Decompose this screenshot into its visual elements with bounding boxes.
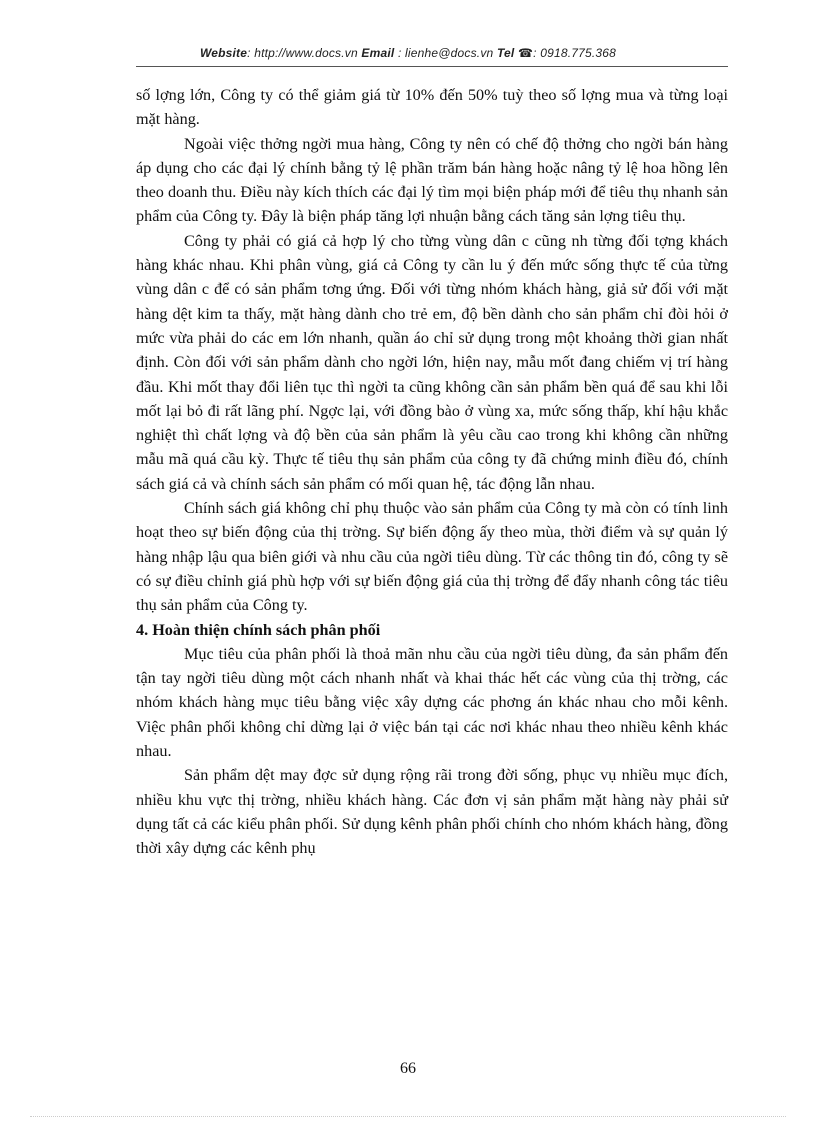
paragraph-2: Ngoài việc thởng ngời mua hàng, Công ty nên có chế độ thởng cho ngời bán hàng áp dụng cho các đại lý chính bằng tỷ lệ phần trăm bán hàng hoặc nâng tỷ lệ hoa hồng lên theo doanh thu. Điều này kích thích các đại lý tìm mọi biện pháp mới để tiêu thụ nhanh sản phẩm của Công ty. Đây là biện pháp tăng lợi nhuận bằng cách tăng sản lợng tiêu thụ. xyxy=(136,134,728,226)
page-header xyxy=(0,46,816,60)
phone-icon: ☎ xyxy=(518,46,534,60)
section-heading: 4. Hoàn thiện chính sách phân phối xyxy=(136,620,381,639)
tel-label: Tel xyxy=(496,46,515,60)
footer-divider xyxy=(30,1116,786,1117)
website-label: Website xyxy=(199,46,248,60)
document-body xyxy=(136,83,728,861)
email-sep: : xyxy=(394,46,406,60)
header-divider xyxy=(136,66,728,67)
tel-sep: : xyxy=(533,46,541,60)
paragraph-4: Chính sách giá không chỉ phụ thuộc vào sản phẩm của Công ty mà còn có tính linh hoạt theo sự biến động của thị trờng. Sự biến động ấy theo mùa, thời điểm và sự quản lý hàng nhập lậu qua biên giới và nhu cầu của ngời tiêu dùng. Từ các thông tin đó, công ty sẽ có sự điều chỉnh giá phù hợp với sự biến động giá của thị trờng để đẩy nhanh công tác tiêu thụ sản phẩm của Công ty. xyxy=(136,499,728,615)
website-url: http://www.docs.vn xyxy=(254,46,358,60)
page-number: 66 xyxy=(400,1060,416,1077)
paragraph-1: số lợng lớn, Công ty có thể giảm giá từ 10% đến 50% tuỳ theo số lợng mua và từng loại mặt hàng. xyxy=(136,86,728,129)
paragraph-5: Mục tiêu của phân phối là thoả mãn nhu cầu của ngời tiêu dùng, đa sản phẩm đến tận tay ngời tiêu dùng một cách nhanh nhất và khai thác hết các vùng của thị trờng, các nhóm khách hàng mục tiêu bằng việc xây dựng các phơng án khác nhau cho mỗi kênh. Việc phân phối không chỉ dừng lại ở việc bán tại các nơi khác nhau theo nhiều kênh khác nhau. xyxy=(136,644,728,761)
paragraph-6: Sản phẩm dệt may đợc sử dụng rộng rãi trong đời sống, phục vụ nhiều mục đích, nhiều khu vực thị trờng, nhiều khách hàng. Các đơn vị sản phẩm mặt hàng này phải sử dụng tất cả các kiểu phân phối. Sử dụng kênh phân phối chính cho nhóm khách hàng, đồng thời xây dựng các kênh phụ xyxy=(136,766,728,858)
email-address: lienhe@docs.vn xyxy=(405,46,494,60)
phone-number: 0918.775.368 xyxy=(540,46,617,60)
website-sep: : xyxy=(247,46,255,60)
paragraph-3: Công ty phải có giá cả hợp lý cho từng vùng dân c cũng nh từng đối tợng khách hàng khác nhau. Khi phân vùng, giá cả Công ty cần lu ý đến mức sống thực tế của từng vùng dân c để có sản phẩm tơng ứng. Đối với từng nhóm khách hàng, giả sử đối với mặt hàng dệt kim ta thấy, mặt hàng dành cho trẻ em, độ bền dành cho sản phẩm chỉ đòi hỏi ở mức vừa phải do các em lớn nhanh, quần áo chỉ sử dụng trong một khoảng thời gian nhất định. Còn đối với sản phẩm dành cho ngời lớn, hiện nay, mẫu mốt đang chiếm vị trí hàng đầu. Khi mốt thay đổi liên tục thì ngời ta cũng không cần sản phẩm bền quá để sau khi lỗi mốt lại bỏ đi rất lãng phí. Ngợc lại, với đồng bào ở vùng xa, mức sống thấp, khí hậu khắc nghiệt thì chất lợng và độ bền của sản phẩm là yêu cầu cao trong khi không cần những mẫu mã quá cầu kỳ. Thực tế tiêu thụ sản phẩm của công ty đã chứng minh điều đó, chính sách giá cả và chính sách sản phẩm có mối quan hệ, tác động lẫn nhau. xyxy=(136,231,728,493)
email-label: Email xyxy=(361,46,395,60)
